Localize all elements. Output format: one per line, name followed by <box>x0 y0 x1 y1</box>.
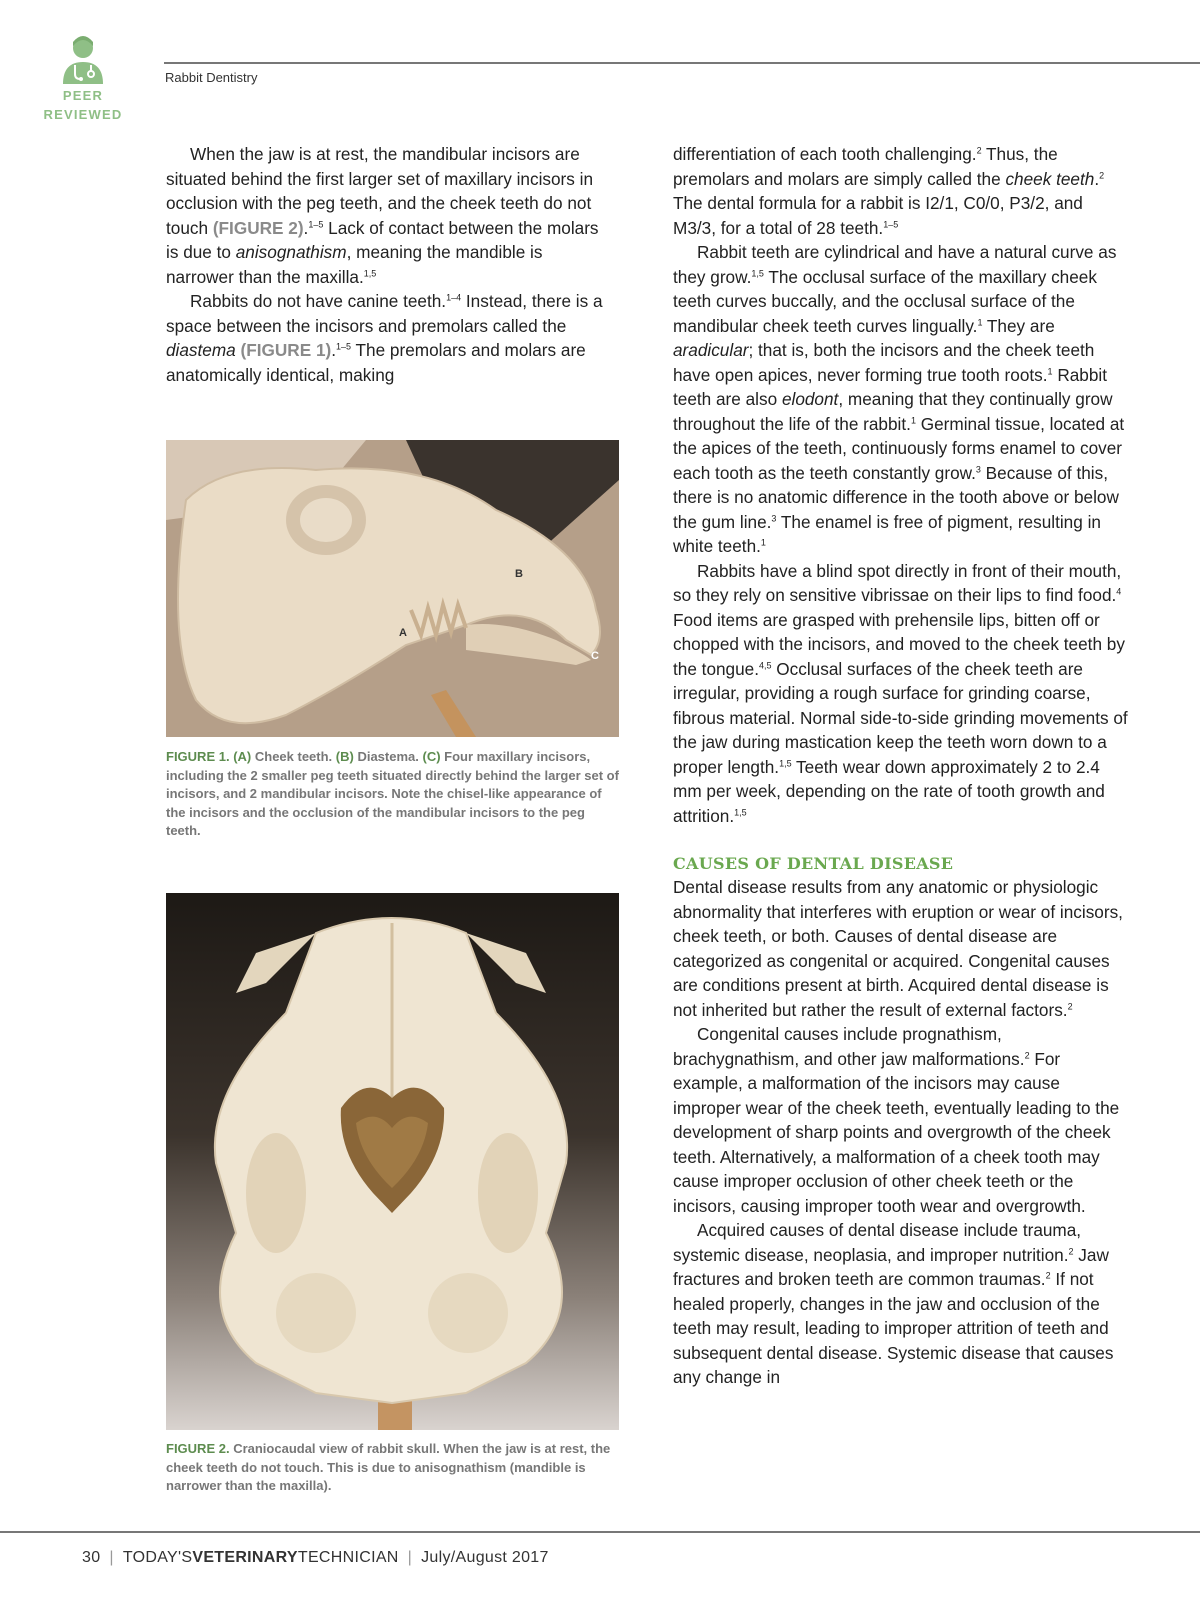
page-number: 30 <box>82 1549 101 1566</box>
paragraph: Rabbits do not have canine teeth.$^{1-4}$ Instead, there is a space between the incisors and premolars called the diastema (FIGURE 1).$^{1-5}$ The premolars and molars are anatomically identical, making <box>166 291 603 385</box>
right-column <box>673 142 1128 1390</box>
figure1-caption: FIGURE 1. (A) Cheek teeth. (B) Diastema. (C) Four maxillary incisors, including the 2 smaller peg teeth situated directly behind the larger set of incisors, and 2 mandibular incisors. Note the chisel-like appearance of the incisors and the occlusion of the mandibular incisors to the peg teeth. <box>166 749 619 838</box>
footer-rule <box>0 1531 1200 1533</box>
issue-date: July/August 2017 <box>421 1549 549 1566</box>
figure1-label-c: C <box>591 650 599 662</box>
paragraph: Acquired causes of dental disease include trauma, systemic disease, neoplasia, and improper nutrition.$^2$ Jaw fractures and broken teeth are common traumas.$^2$ If not healed properly, changes in the jaw and occlusion of the teeth may result, leading to improper attrition of teeth and subsequent dental disease. Systemic disease that causes any change in <box>673 1220 1114 1387</box>
paragraph: Dental disease results from any anatomic or physiologic abnormality that interferes with eruption or wear of incisors, cheek teeth, or both. Causes of dental disease are categorized as congenital or acquired. Congenital causes are conditions present at birth. Acquired dental disease is not inherited but rather the result of external factors.$^2$ <box>673 877 1123 1020</box>
badge-line1: PEER <box>62 88 104 103</box>
footer: 30 | TODAY'SVETERINARYTECHNICIAN | July/August 2017 <box>82 1549 549 1566</box>
figure2-image <box>166 893 619 1430</box>
left-column <box>166 142 606 387</box>
figure1-image <box>166 440 619 737</box>
figure2-caption: FIGURE 2. Craniocaudal view of rabbit skull. When the jaw is at rest, the cheek teeth do not touch. This is due to anisognathism (mandible is narrower than the maxilla). <box>166 1441 611 1493</box>
peer-reviewed-badge <box>38 34 128 122</box>
paragraph: differentiation of each tooth challenging.$^2$ Thus, the premolars and molars are simply called the cheek teeth.$^2$ The dental formula for a rabbit is I2/1, C0/0, P3/2, and M3/3, for a total of 28 teeth.$^{1-5}$ <box>673 144 1105 238</box>
section-title: Rabbit Dentistry <box>165 70 258 85</box>
paragraph: Rabbits have a blind spot directly in front of their mouth, so they rely on sensitive vibrissae on their lips to find food.$^4$ Food items are grasped with prehensile lips, bitten off or chopped with the incisors, and moved to the cheek teeth by the tongue.$^{4,5}$ Occlusal surfaces of the cheek teeth are irregular, providing a rough surface for grinding coarse, fibrous material. Normal side-to-side grinding movements of the jaw during mastication keep the teeth worn down to a proper length.$^{1,5}$ Teeth wear down approximately 2 to 2.4 mm per week, depending on the rate of tooth growth and attrition.$^{1,5}$ <box>673 560 1128 826</box>
header-rule <box>164 62 1200 64</box>
section-heading: CAUSES OF DENTAL DISEASE <box>673 854 954 873</box>
magazine-name: TODAY'SVETERINARYTECHNICIAN <box>122 1549 399 1566</box>
figure1-label-b: B <box>515 568 523 580</box>
figure1-label-a: A <box>399 627 407 639</box>
figure-reference[interactable]: (FIGURE 1) <box>240 340 332 360</box>
badge-line2: REVIEWED <box>43 107 123 122</box>
doctor-icon <box>61 34 105 84</box>
paragraph: When the jaw is at rest, the mandibular incisors are situated behind the first larger set of maxillary incisors in occlusion with the peg teeth, and the cheek teeth do not touch (FIGURE 2).$^{1-5}$ Lack of contact between the molars is due to anisognathism, meaning the mandible is narrower than the maxilla.$^{1,5}$ <box>166 144 599 287</box>
paragraph: Congenital causes include prognathism, brachygnathism, and other jaw malformations.$^2$ For example, a malformation of the incisors may cause improper wear of the cheek teeth, eventually leading to the development of sharp points and overgrowth of the cheek teeth. Alternatively, a malformation of a cheek tooth may cause improper occlusion of other cheek teeth or the incisors, causing improper tooth wear and overgrowth. <box>673 1024 1120 1216</box>
figure-reference[interactable]: (FIGURE 2) <box>212 217 304 238</box>
paragraph: Rabbit teeth are cylindrical and have a natural curve as they grow.$^{1,5}$ The occlusal surface of the maxillary cheek teeth curves buccally, and the occlusal surface of the mandibular cheek teeth curves lingually.$^1$ They are aradicular; that is, both the incisors and the cheek teeth have open apices, never forming true tooth roots.$^1$ Rabbit teeth are also elodont, meaning that they continually grow throughout the life of the rabbit.$^1$ Germinal tissue, located at the apices of the teeth, continuously forms enamel to cover each tooth as the teeth constantly grow.$^3$ Because of this, there is no anatomic difference in the tooth above or below the gum line.$^3$ The enamel is free of pigment, resulting in white teeth.$^1$ <box>673 242 1125 556</box>
